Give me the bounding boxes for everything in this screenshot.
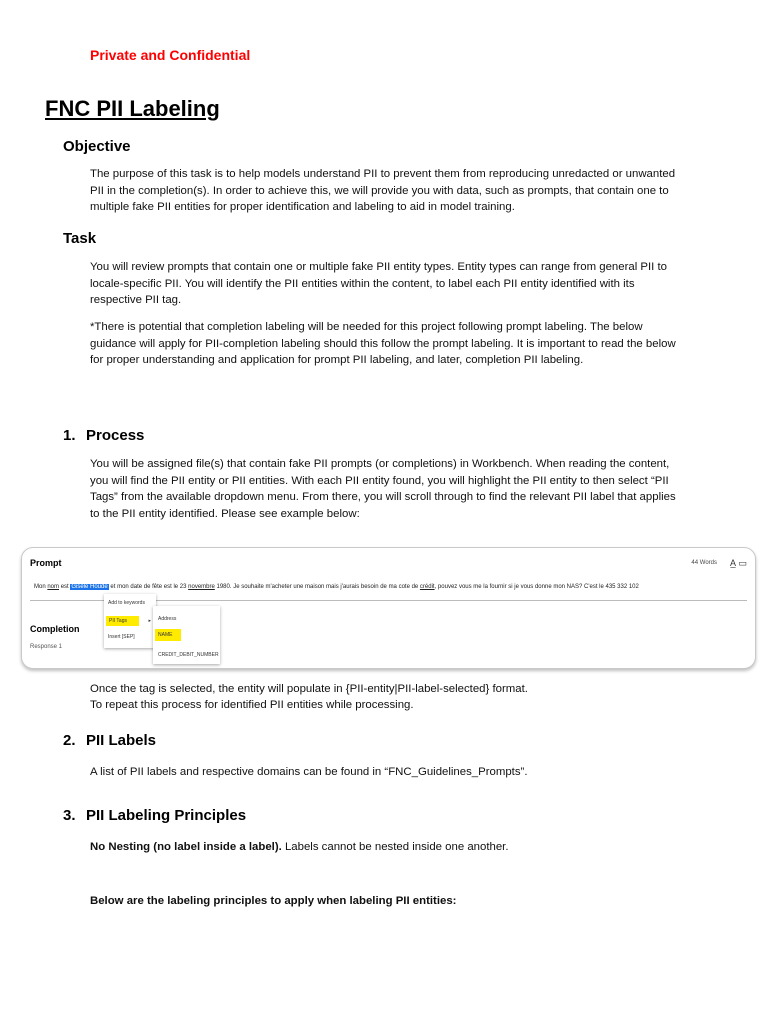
submenu-item-address[interactable]: Address bbox=[158, 616, 177, 622]
principles-number: 3. bbox=[63, 807, 76, 824]
process-heading bbox=[63, 427, 144, 444]
principles-heading bbox=[63, 807, 246, 824]
submenu-item-credit-debit[interactable]: CREDIT_DEBIT_NUMBER bbox=[158, 652, 219, 658]
prompt-label: Prompt bbox=[30, 558, 62, 568]
task-paragraph-2: *There is potential that completion labeling will be needed for this project following prompt labeling. The below guidance will apply for PII-completion labeling should this follow the prompt labeling. It is important to read the below for proper understanding and application for prompt PII labeling, and later, completion PII labeling. bbox=[90, 321, 676, 367]
highlighted-entity[interactable]: Gisèle Houde bbox=[71, 584, 108, 590]
process-number: 1. bbox=[63, 427, 76, 444]
pii-labels-paragraph: A list of PII labels and respective domains can be found in “FNC_Guidelines_Prompts”. bbox=[90, 766, 528, 778]
context-menu bbox=[104, 594, 156, 648]
task-heading: Task bbox=[63, 230, 97, 247]
confidential-notice: Private and Confidential bbox=[90, 47, 251, 63]
process-paragraph: You will be assigned file(s) that contain fake PII prompts (or completions) in Workbench. When reading the content, you will find the PII entity or PII entities. With each PII entity found, you will highlight the PII entity to then select “PII Tags” from the available dropdown menu. From there, you will scroll through to find the relevant PII label that applies to the PII entity identified. Please see example below: bbox=[90, 458, 676, 521]
objective-heading: Objective bbox=[63, 138, 131, 155]
chevron-right-icon: ▸ bbox=[148, 618, 151, 624]
response-label: Response 1 bbox=[30, 644, 63, 650]
submenu-item-name[interactable]: NAME bbox=[155, 629, 181, 641]
pii-labels-heading-text: PII Labels bbox=[86, 732, 157, 749]
pii-labels-heading bbox=[63, 732, 156, 749]
process-heading-text: Process bbox=[86, 427, 145, 444]
completion-label: Completion bbox=[30, 624, 80, 634]
word-count: 44 Words bbox=[691, 560, 717, 566]
no-nesting-paragraph bbox=[90, 839, 680, 856]
menu-item-add-keywords[interactable]: Add to keywords bbox=[108, 600, 145, 606]
objective-paragraph: The purpose of this task is to help models understand PII to prevent them from reproducing unredacted or unwanted PII in the completion(s). In order to achieve this, we will provide you with data, such as prompts, that contain one to multiple fake PII entities for proper identification and labeling to aid in model training. bbox=[90, 168, 676, 214]
workbench-screenshot bbox=[21, 547, 756, 669]
menu-item-insert-sep[interactable]: Insert [SEP] bbox=[108, 634, 135, 640]
principles-intro: Below are the labeling principles to apply when labeling PII entities: bbox=[90, 895, 457, 907]
toolbar-icons bbox=[730, 558, 747, 569]
no-nesting-bold: No Nesting (no label inside a label). bbox=[90, 841, 282, 853]
task-paragraph-1: You will review prompts that contain one or multiple fake PII entity types. Entity types can range from general PII to locale-specific PII. You will identify the PII entities within the content, to label each PII entity identified with its respective PII tag. bbox=[90, 261, 667, 307]
no-nesting-text: Labels cannot be nested inside one another. bbox=[281, 841, 509, 853]
pii-tags-submenu bbox=[153, 606, 220, 664]
comment-icon[interactable]: ▭ bbox=[738, 558, 747, 568]
process-after-line-2: To repeat this process for identified PII entities while processing. bbox=[90, 699, 414, 711]
prompt-sentence: Mon nom est Gisèle Houde et mon date de fête est le 23 novembre 1980. Je souhaite m'acheter une maison mais j'aurais besoin de ma cote de crédit, pouvez vous me la fournir si je vous donne mon NAS? C'est le 435 332 102 bbox=[34, 584, 639, 590]
pii-labels-number: 2. bbox=[63, 732, 76, 749]
process-after-line-1: Once the tag is selected, the entity will populate in {PII-entity|PII-label-selected} format. bbox=[90, 683, 528, 695]
menu-item-pii-tags[interactable]: PII Tags bbox=[106, 616, 139, 626]
spellcheck-icon[interactable]: A̲ bbox=[729, 558, 736, 568]
document-title: FNC PII Labeling bbox=[45, 96, 220, 121]
principles-heading-text: PII Labeling Principles bbox=[86, 807, 247, 824]
